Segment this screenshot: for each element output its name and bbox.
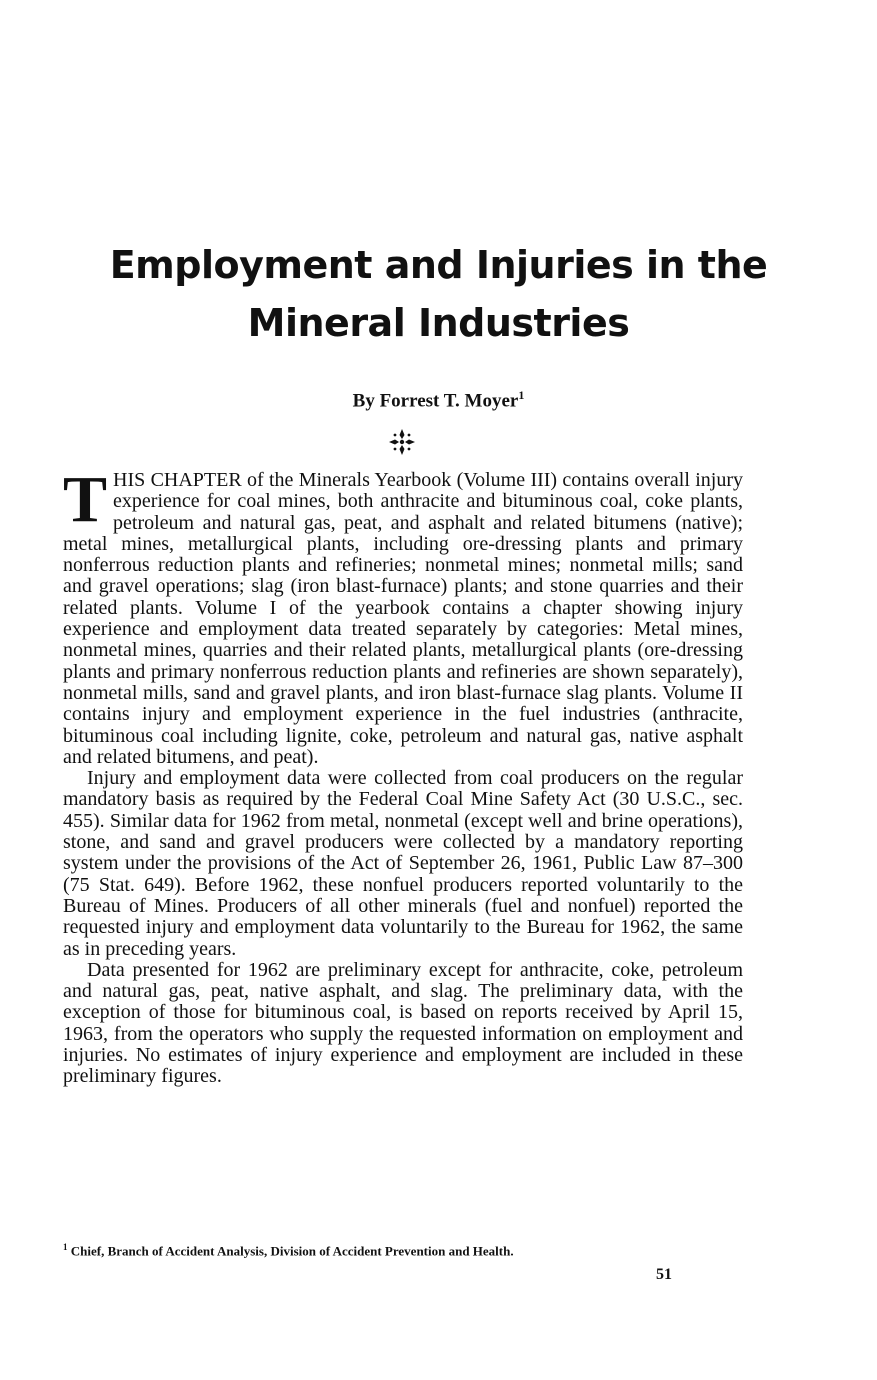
author-byline	[0, 388, 877, 412]
article-body	[63, 463, 743, 1088]
author-name: Forrest T. Moyer	[379, 390, 519, 412]
paragraph-2: Injury and employment data were collected from coal producers on the regular mandatory basis as required by the Federal Coal Mine Safety Act (30 U.S.C., sec. 455). Similar data for 1962 from metal, nonmetal (except well and brine operations), stone, and sand and gravel producers were collected by a mandatory reporting system under the provisions of the Act of September 26, 1961, Public Law 87–300 (75 Stat. 649). Before 1962, these nonfuel producers reported voluntarily to the Bureau of Mines. Producers of all other minerals (fuel and nonfuel) reported the requested injury and employment data voluntarily to the Bureau for 1962, the same as in preceding years.	[63, 767, 743, 960]
author-footnote-mark: 1	[518, 388, 525, 402]
paragraph-1	[63, 463, 743, 768]
footnote-text: Chief, Branch of Accident Analysis, Division of Accident Prevention and Health.	[70, 1243, 514, 1259]
paragraph-1-text: HIS CHAPTER of the Minerals Yearbook (Volume III) contains overall injury experience for coal mines, both anthracite and bituminous coal, coke plants, petroleum and natural gas, peat, and asphalt and related bitumens (native); metal mines, metallurgical plants, including ore-dressing plants and primary nonferrous reduction plants and refineries; nonmetal mines; nonmetal mills; sand and gravel operations; slag (iron blast-furnace) plants; and stone quarries and their related plants. Volume I of the yearbook contains a chapter showing injury experience and employment data treated separately by categories: Metal mines, nonmetal mines, quarries and their related plants, metallurgical plants (ore-dressing plants and primary nonferrous reduction plants and refineries are shown separately), nonmetal mills, sand and gravel plants, and iron blast-furnace slag plants. Volume II contains injury and employment experience in the fuel industries (anthracite, bituminous coal including lignite, coke, petroleum and natural gas, native asphalt and related bitumens, and peat).	[63, 469, 743, 768]
page-number: 51	[656, 1266, 672, 1283]
decorative-fleuron-icon	[388, 428, 416, 456]
footnote	[63, 1242, 514, 1259]
paragraph-3: Data presented for 1962 are preliminary except for anthracite, coke, petroleum and natural gas, peat, native asphalt, and slag. The preliminary data, with the exception of those for bituminous coal, is based on reports received by April 15, 1963, from the operators who supply the requested information on employment and injuries. No estimates of injury experience and employment are included in these preliminary figures.	[63, 958, 743, 1088]
title-line-1: Employment and Injuries in the	[109, 243, 768, 287]
page-title	[60, 236, 817, 352]
title-line-2: Mineral Industries	[247, 301, 630, 345]
byline-prefix: By	[352, 390, 375, 412]
footnote-mark: 1	[63, 1242, 68, 1252]
drop-cap: T	[63, 463, 108, 536]
